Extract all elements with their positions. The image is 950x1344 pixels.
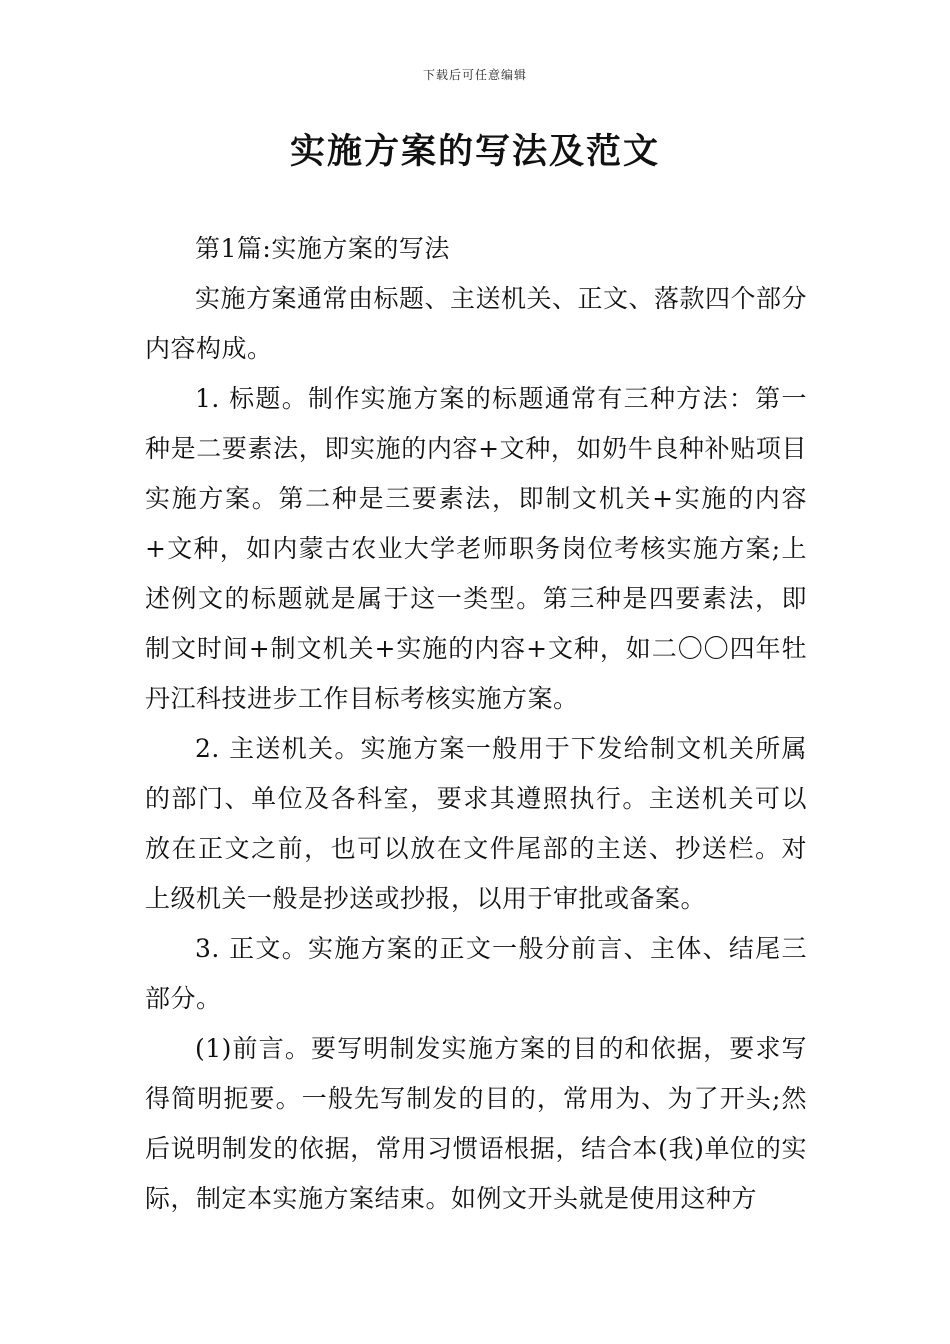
paragraph: 2. 主送机关。实施方案一般用于下发给制文机关所属的部门、单位及各科室，要求其遵照执行。主送机关可以放在正文之前，也可以放在文件尾部的主送、抄送栏。对上级机关一般是抄送或抄报，以用于审批或备案。 bbox=[145, 734, 807, 913]
paragraph: 1. 标题。制作实施方案的标题通常有三种方法：第一种是二要素法，即实施的内容+文种，如奶牛良种补贴项目实施方案。第二种是三要素法，即制文机关+实施的内容+文种，如内蒙古农业大学老师职务岗位考核实施方案;上述例文的标题就是属于这一类型。第三种是四要素法，即制文时间+制文机关+实施的内容+文种，如二〇〇四年牡丹江科技进步工作目标考核实施方案。 bbox=[145, 384, 807, 713]
section-heading: 第1篇:实施方案的写法 bbox=[195, 234, 450, 263]
paragraph: 实施方案通常由标题、主送机关、正文、落款四个部分内容构成。 bbox=[145, 284, 808, 363]
document-title: 实施方案的写法及范文 bbox=[289, 132, 660, 172]
paragraph: 3. 正文。实施方案的正文一般分前言、主体、结尾三部分。 bbox=[145, 934, 807, 1013]
paragraph: (1)前言。要写明制发实施方案的目的和依据，要求写得简明扼要。一般先写制发的目的，常用为、为了开头;然后说明制发的依据，常用习惯语根据，结合本(我)单位的实际，制定本实施方案结束。如例文开头就是使用这种方 bbox=[145, 1034, 807, 1213]
document-body bbox=[145, 224, 807, 1224]
header-note: 下载后可任意编辑 bbox=[422, 68, 527, 82]
